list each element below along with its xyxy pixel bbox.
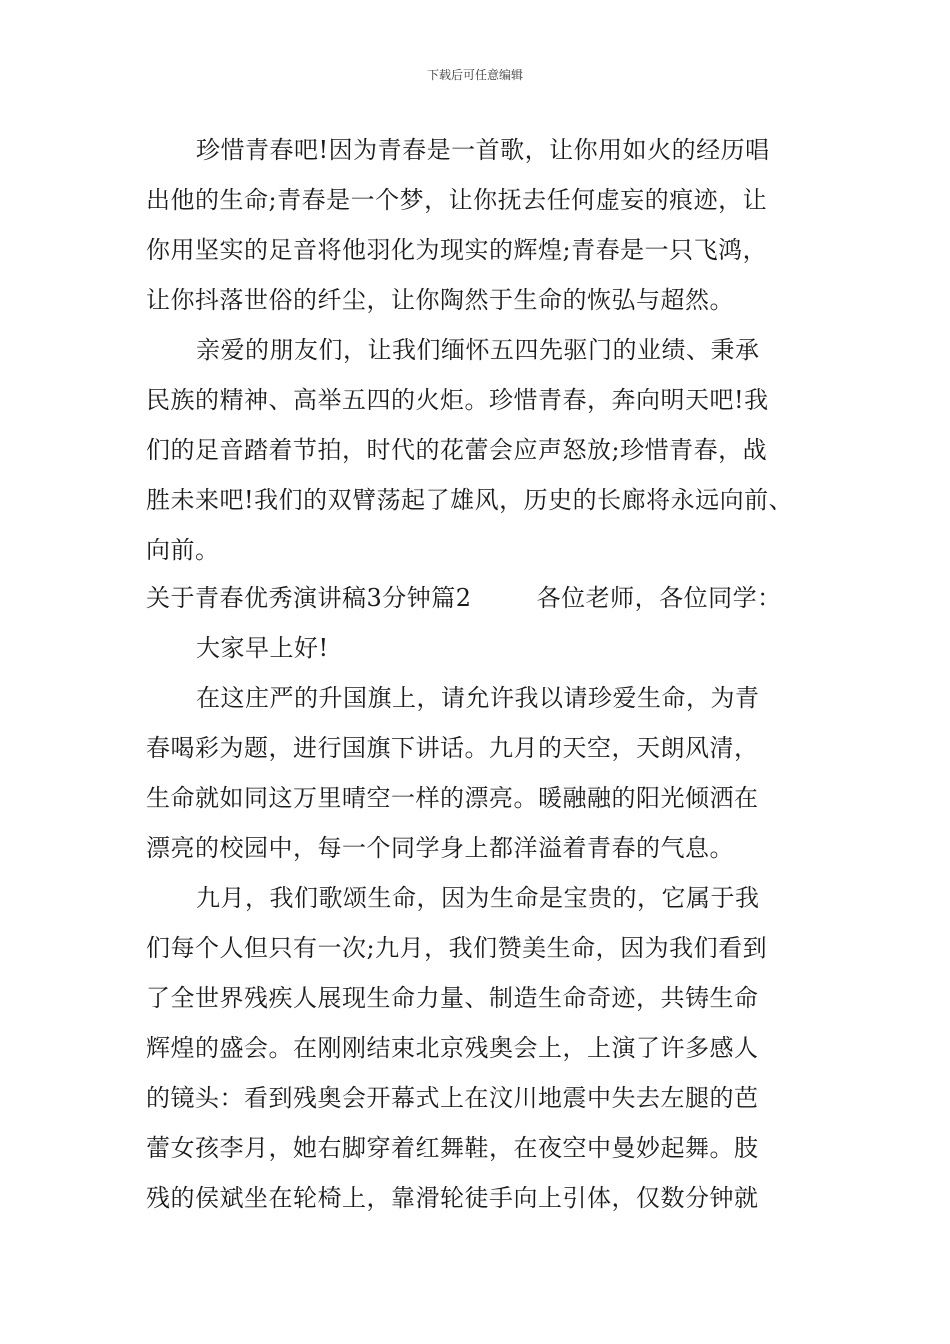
paragraph-line: 漂亮的校园中，每一个同学身上都洋溢着青春的气息。 (146, 834, 734, 862)
greeting-line: 大家早上好! (196, 634, 329, 662)
paragraph-line: 珍惜青春吧!因为青春是一首歌，让你用如火的经历唱 (196, 136, 770, 164)
paragraph-line: 让你抖落世俗的纤尘，让你陶然于生命的恢弘与超然。 (146, 286, 734, 314)
paragraph-line: 的镜头：看到残奥会开幕式上在汶川地震中失去左腿的芭 (146, 1084, 759, 1112)
paragraph-line: 出他的生命;青春是一个梦，让你抚去任何虚妄的痕迹，让 (146, 186, 768, 214)
paragraph-line: 你用坚实的足音将他羽化为现实的辉煌;青春是一只飞鸿， (146, 236, 768, 264)
paragraph-line: 胜未来吧!我们的双臂荡起了雄风，历史的长廊将永远向前、 (146, 486, 794, 514)
paragraph-line: 生命就如同这万里晴空一样的漂亮。暖融融的阳光倾洒在 (146, 784, 759, 812)
paragraph-line: 蕾女孩李月，她右脚穿着红舞鞋，在夜空中曼妙起舞。肢 (146, 1134, 759, 1162)
paragraph-line: 亲爱的朋友们，让我们缅怀五四先驱门的业绩、秉承 (196, 336, 760, 364)
paragraph-line: 春喝彩为题，进行国旗下讲话。九月的天空，天朗风清， (146, 734, 759, 762)
paragraph-line: 九月，我们歌颂生命，因为生命是宝贵的，它属于我 (196, 884, 760, 912)
page-header: 下载后可任意编辑 (426, 68, 523, 82)
paragraph-line: 向前。 (146, 536, 220, 564)
paragraph-line: 辉煌的盛会。在刚刚结束北京残奥会上，上演了许多感人 (146, 1034, 759, 1062)
paragraph-line: 们的足音踏着节拍，时代的花蕾会应声怒放;珍惜青春，战 (146, 436, 768, 464)
paragraph-line: 在这庄严的升国旗上，请允许我以请珍爱生命，为青 (196, 684, 760, 712)
paragraph-line: 残的侯斌坐在轮椅上，靠滑轮徒手向上引体，仅数分钟就 (146, 1184, 759, 1212)
paragraph-line: 了全世界残疾人展现生命力量、制造生命奇迹，共铸生命 (146, 984, 759, 1012)
paragraph-line: 民族的精神、高举五四的火炬。珍惜青春，奔向明天吧!我 (146, 386, 769, 414)
paragraph-line: 们每个人但只有一次;九月，我们赞美生命，因为我们看到 (146, 934, 768, 962)
section-title: 关于青春优秀演讲稿3分钟篇2 各位老师，各位同学： (146, 584, 782, 612)
